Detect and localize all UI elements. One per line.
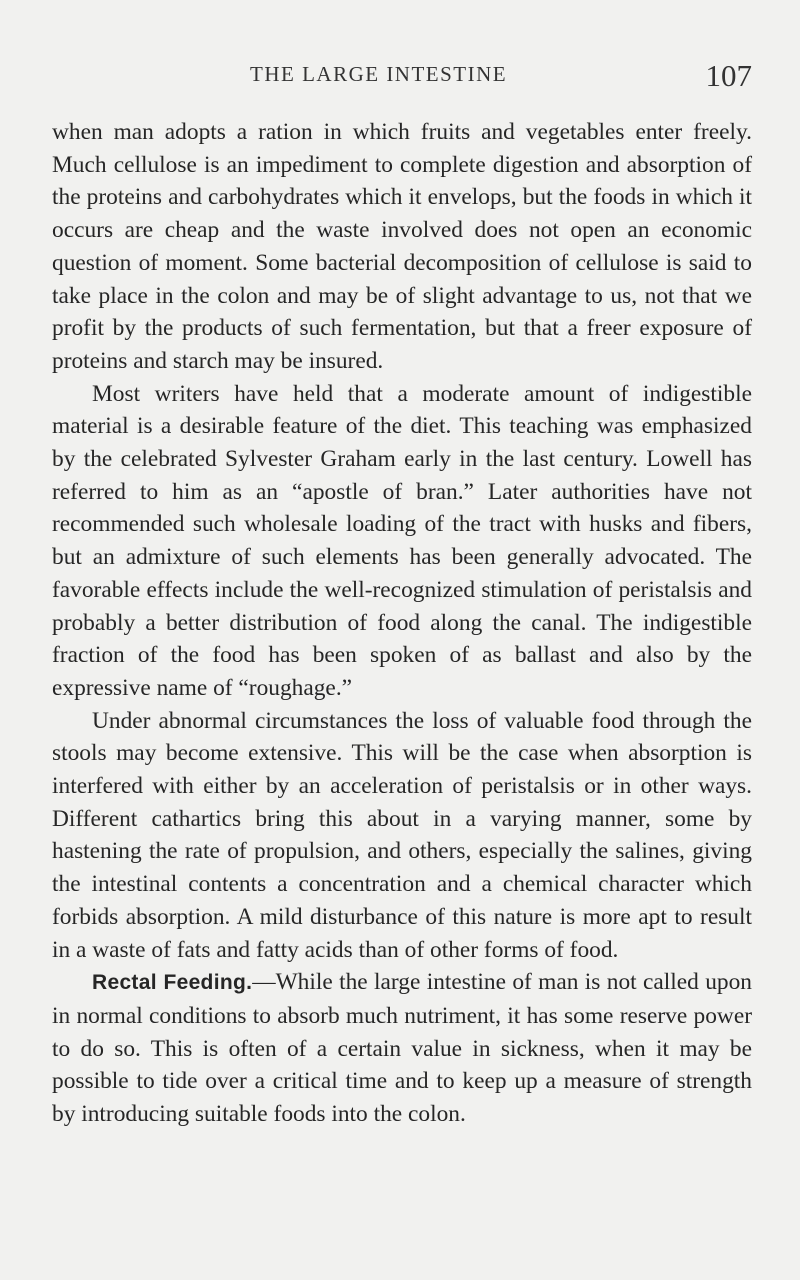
running-title: THE LARGE INTESTINE xyxy=(250,62,508,86)
paragraph-abnormal-circumstances: Under abnormal circumstances the loss of valuable food through the stools may become extensive. This will be the case when absorption is interfered with either by an acceleration of peristalsis or in other ways. Different cathartics bring this about in a varying manner, some by hastening the rate of propulsion, and others, especially the salines, giving the intestinal contents a concentration and a chemical character which forbids absorption. A mild disturbance of this nature is more apt to result in a waste of fats and fatty acids than of other forms of food. xyxy=(52,707,752,963)
book-page xyxy=(52,58,752,1131)
page-header xyxy=(52,58,752,102)
paragraph-continued: when man adopts a ration in which fruits and vegetables enter freely. Much cellulose is an impediment to complete digestion and absorption of the proteins and carbohydrates which it envelops, but the foods in which it occurs are cheap and the waste involved does not open an economic question of moment. Some bacterial decomposition of cellulose is said to take place in the colon and may be of slight advantage to us, not that we profit by the products of such fermentation, but that a freer exposure of proteins and starch may be insured. xyxy=(52,119,752,374)
section-text: —While the large intestine of man is not called upon in normal conditions to absorb much nutriment, it has some reserve power to do so. This is often of a certain value in sickness, when it may be possible to tide over a critical time and to keep up a measure of strength by introducing suitable foods into the colon. xyxy=(52,969,752,1128)
paragraph-indigestible-material: Most writers have held that a moderate amount of indigestible material is a desirable feature of the diet. This teaching was emphasized by the celebrated Sylvester Graham early in the last century. Lowell has referred to him as an “apostle of bran.” Later authorities have not recommended such wholesale loading of the tract with husks and fibers, but an admixture of such elements has been generally advocated. The favorable effects include the well-recognized stimulation of peristalsis and probably a better distribution of food along the canal. The indigestible fraction of the food has been spoken of as ballast and also by the expressive name of “roughage.” xyxy=(52,380,752,701)
paragraph-rectal-feeding xyxy=(52,966,752,1131)
body-text xyxy=(52,116,752,1131)
section-heading: Rectal Feeding. xyxy=(92,971,253,995)
page-number: 107 xyxy=(705,58,752,93)
